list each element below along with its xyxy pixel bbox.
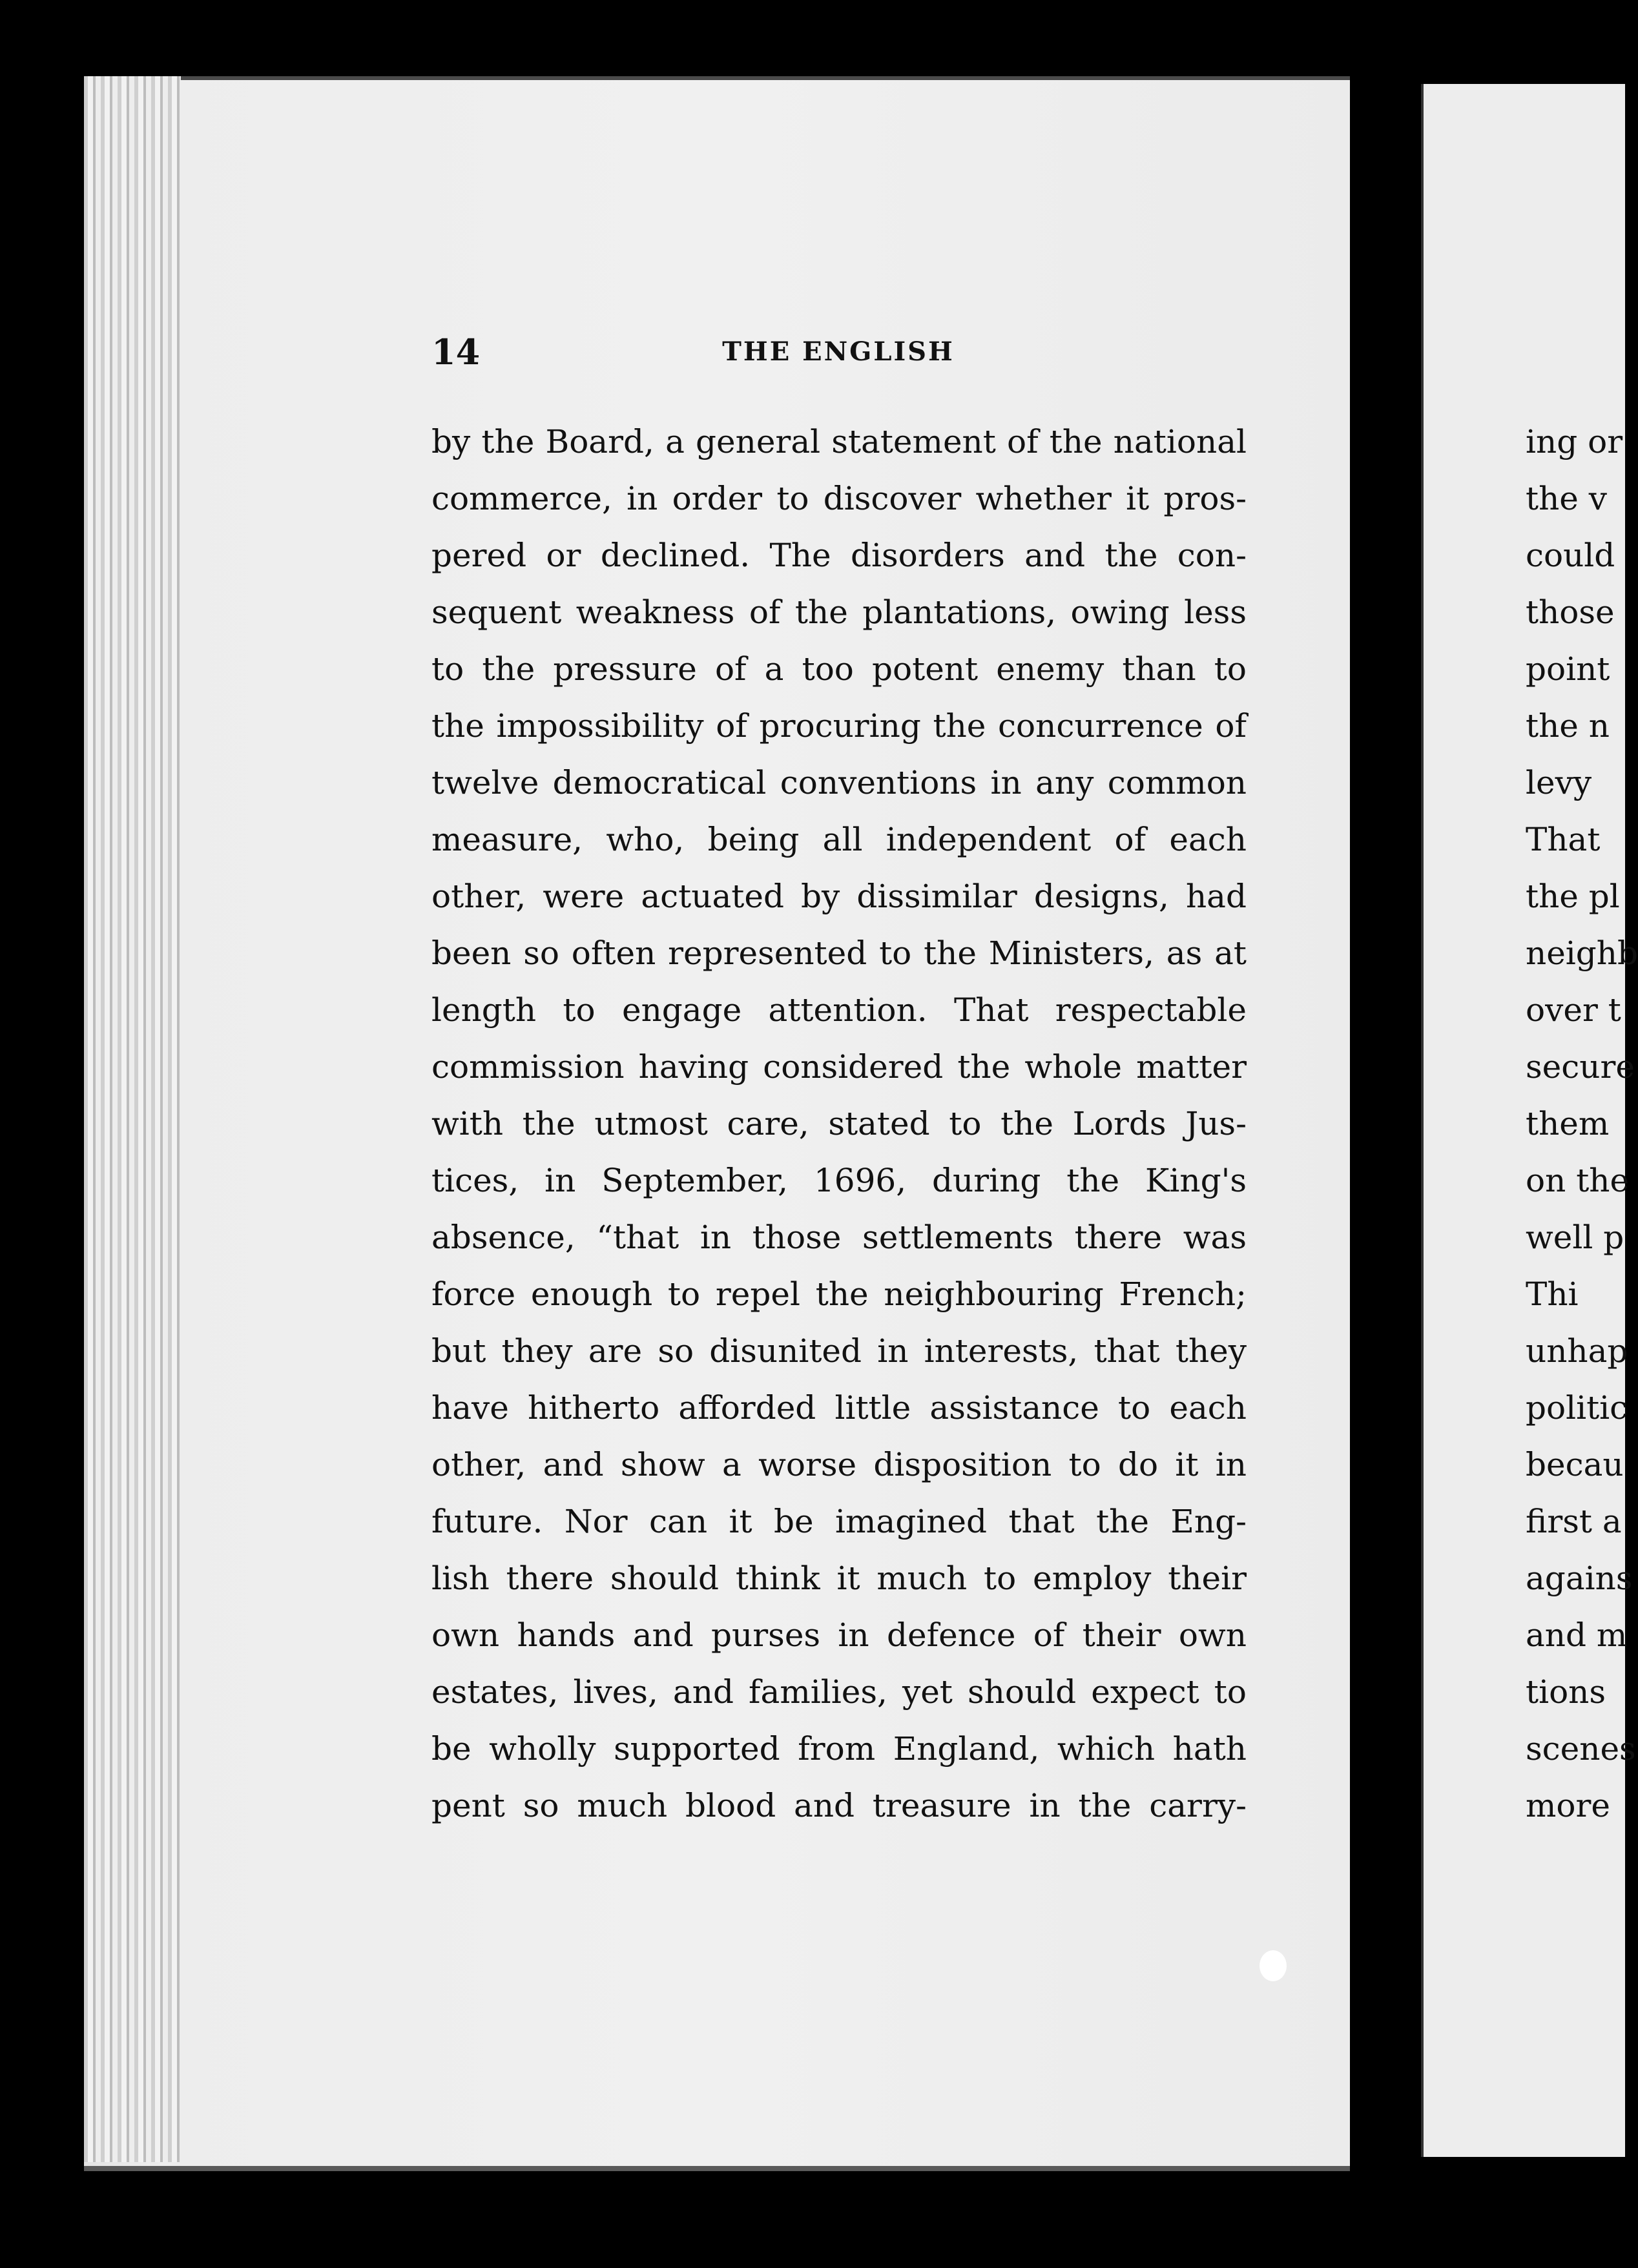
text-line: absence, “that in those settlements there was bbox=[431, 1219, 1247, 1256]
right-page-line: first a bbox=[1526, 1503, 1622, 1540]
text-line: but they are so disunited in interests, that they bbox=[431, 1332, 1247, 1370]
text-line: pered or declined. The disorders and the con- bbox=[431, 537, 1247, 574]
body-text bbox=[431, 413, 1247, 1834]
text-line: lish there should think it much to employ their bbox=[431, 1560, 1247, 1597]
text-line: commission having considered the whole matter bbox=[431, 1048, 1247, 1086]
right-page-line: agains bbox=[1526, 1560, 1633, 1597]
right-page-line: scenes bbox=[1526, 1730, 1636, 1768]
text-line: future. Nor can it be imagined that the Eng- bbox=[431, 1503, 1247, 1540]
text-line: length to engage attention. That respectable bbox=[431, 991, 1247, 1029]
text-line: pent so much blood and treasure in the carry- bbox=[431, 1787, 1247, 1824]
text-line: the impossibility of procuring the concurrence of bbox=[431, 707, 1247, 745]
right-page-line: could bbox=[1526, 537, 1615, 574]
text-line: been so often represented to the Ministers, as at bbox=[431, 934, 1247, 972]
text-line: by the Board, a general statement of the national bbox=[431, 423, 1247, 460]
text-line: sequent weakness of the plantations, owing less bbox=[431, 593, 1247, 631]
right-page-line: the pl bbox=[1526, 878, 1620, 915]
right-page-line: ing or bbox=[1526, 423, 1623, 460]
right-page-line: becau bbox=[1526, 1446, 1624, 1483]
right-page-line: unhap bbox=[1526, 1332, 1628, 1370]
right-page-line: politic bbox=[1526, 1389, 1628, 1427]
text-line: own hands and purses in defence of their own bbox=[431, 1616, 1247, 1654]
page-number: 14 bbox=[431, 331, 481, 373]
text-line: commerce, in order to discover whether it pros- bbox=[431, 480, 1247, 517]
right-page-line: them bbox=[1526, 1105, 1610, 1142]
text-line: have hitherto afforded little assistance to each bbox=[431, 1389, 1247, 1427]
text-line: to the pressure of a too potent enemy than to bbox=[431, 650, 1247, 688]
text-line: with the utmost care, stated to the Lords Jus- bbox=[431, 1105, 1247, 1142]
right-page-line: secure bbox=[1526, 1048, 1635, 1086]
text-line: force enough to repel the neighbouring French; bbox=[431, 1275, 1247, 1313]
text-line: other, were actuated by dissimilar designs, had bbox=[431, 878, 1247, 915]
paper-blot bbox=[1260, 1950, 1287, 1981]
right-page-line: That bbox=[1526, 821, 1601, 858]
book-gutter bbox=[1350, 0, 1421, 2268]
text-line: be wholly supported from England, which hath bbox=[431, 1730, 1247, 1768]
page-header bbox=[431, 331, 1245, 376]
right-page-line: those bbox=[1526, 593, 1615, 631]
text-line: twelve democratical conventions in any common bbox=[431, 764, 1247, 801]
text-line: estates, lives, and families, yet should expect to bbox=[431, 1673, 1247, 1711]
right-page-line: on the bbox=[1526, 1162, 1630, 1199]
right-page-line: the v bbox=[1526, 480, 1608, 517]
text-line: other, and show a worse disposition to do it in bbox=[431, 1446, 1247, 1483]
right-page-line: neighb bbox=[1526, 934, 1638, 972]
right-page-line: tions bbox=[1526, 1673, 1606, 1711]
right-page-text bbox=[1526, 413, 1638, 1834]
text-line: tices, in September, 1696, during the King's bbox=[431, 1162, 1247, 1199]
text-line: measure, who, being all independent of each bbox=[431, 821, 1247, 858]
right-page-line: and m bbox=[1526, 1616, 1628, 1654]
right-page-line: point bbox=[1526, 650, 1610, 688]
right-page-line: more bbox=[1526, 1787, 1611, 1824]
right-page-line: over t bbox=[1526, 991, 1621, 1029]
right-page-line: the n bbox=[1526, 707, 1610, 745]
right-page-line: well p bbox=[1526, 1219, 1624, 1256]
running-head: THE ENGLISH bbox=[722, 336, 955, 367]
right-page-line: Thi bbox=[1526, 1275, 1579, 1313]
right-page-line: levy bbox=[1526, 764, 1592, 801]
page-edge-stack bbox=[84, 76, 181, 2162]
